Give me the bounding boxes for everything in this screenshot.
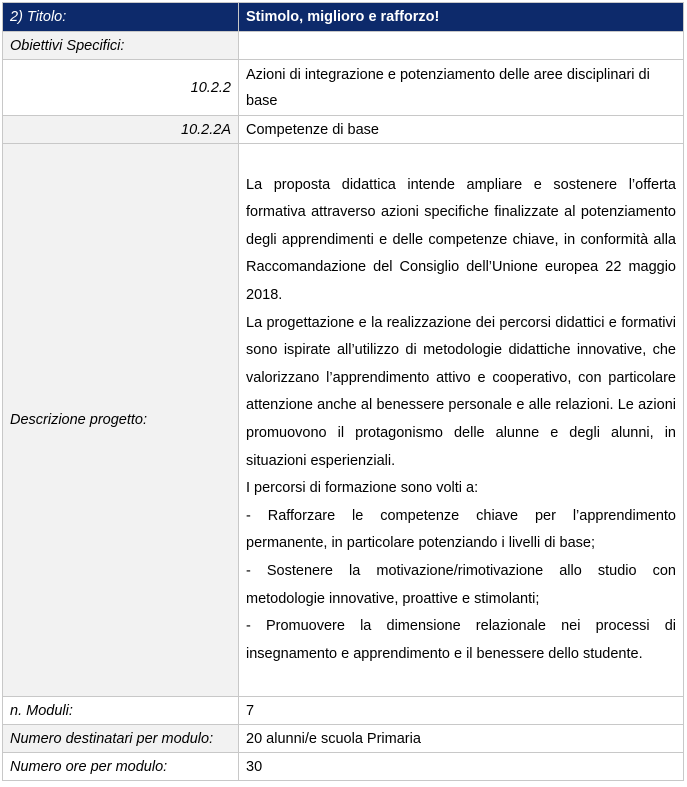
description-paragraph: La proposta didattica intende ampliare e sostenere l’offerta formativa attraverso azioni specifiche finalizzate al potenziamento degli apprendimenti e delle competenze chiave, in conformità alla Raccomandazione del Consiglio dell’Unione europea 22 maggio 2018.	[246, 176, 676, 304]
objectives-value	[239, 32, 684, 60]
modules-row	[3, 697, 684, 725]
code-row	[3, 60, 684, 116]
project-title: Stimolo, miglioro e rafforzo!	[239, 3, 684, 32]
modules-label: n. Moduli:	[3, 697, 239, 725]
description-paragraph: - Promuovere la dimensione relazionale nei processi di insegnamento e apprendimento e il benessere dello studente.	[246, 618, 676, 662]
description-paragraph: - Rafforzare le competenze chiave per l’apprendimento permanente, in particolare potenziando i livelli di base;	[246, 507, 676, 552]
code-description: Competenze di base	[239, 116, 684, 144]
project-table	[2, 2, 684, 781]
description-paragraph: - Sostenere la motivazione/rimotivazione allo studio con metodologie innovative, proattive e stimolanti;	[246, 562, 676, 607]
description-text	[239, 144, 684, 697]
modules-value: 7	[239, 697, 684, 725]
recipients-label: Numero destinatari per modulo:	[3, 725, 239, 753]
description-paragraph: La progettazione e la realizzazione dei percorsi didattici e formativi sono ispirate all’utilizzo di metodologie didattiche innovative, che valorizzano l’apprendimento attivo e cooperativo, con particolare attenzione anche al benessere personale e alle relazioni. Le azioni promuovono il protagonismo delle alunne e degli alunni, in situazioni esperienziali.	[246, 314, 676, 469]
title-label: 2) Titolo:	[3, 3, 239, 32]
code-number: 10.2.2	[3, 60, 239, 116]
objectives-row	[3, 32, 684, 60]
description-row	[3, 144, 684, 697]
code-row	[3, 116, 684, 144]
hours-label: Numero ore per modulo:	[3, 753, 239, 781]
recipients-value: 20 alunni/e scuola Primaria	[239, 725, 684, 753]
description-label: Descrizione progetto:	[3, 144, 239, 697]
hours-row	[3, 753, 684, 781]
objectives-label: Obiettivi Specifici:	[3, 32, 239, 60]
title-row	[3, 3, 684, 32]
code-description: Azioni di integrazione e potenziamento delle aree disciplinari di base	[239, 60, 684, 116]
code-number: 10.2.2A	[3, 116, 239, 144]
hours-value: 30	[239, 753, 684, 781]
recipients-row	[3, 725, 684, 753]
description-paragraph: I percorsi di formazione sono volti a:	[246, 480, 479, 497]
